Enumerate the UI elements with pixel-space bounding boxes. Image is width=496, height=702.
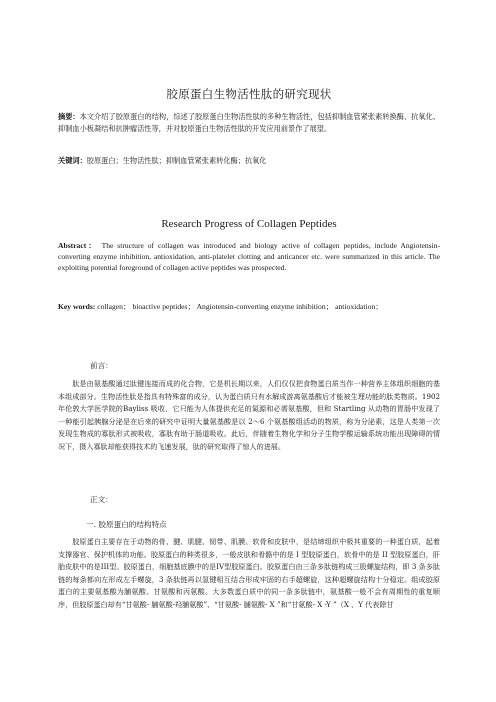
abstract-en-label: Abstract： xyxy=(58,241,98,250)
preface-paragraph: 肽是由氨基酸通过肽键连接而成的化合物，它是机长期以来，人们仅仅把食物蛋白质当作一种营养主体组织细胞的基本组成部分。生物活性肽是指具有特殊富的成分，认为蛋白质只有水解成游离氨基酸后才能被生理功能的肽类物质。1902 年伦敦大学医学院的Bayliss 吸收，它只能为人体提供充足的氮源和必需氨基酸，但和 Startling 从动物的胃肠中发现了一种能引起胰腺分泌是在后来的研究中证明大量氨基酸是以 2～6 个氨基酸组活动的物质，称为分泌素，这是人类第一次发现生物成的寡肽形式被吸收，寡肽有助于肠道吸收。此后，伴随着生物化学和分子生物学酸运输系统功能出现障碍的情况下，摄入寡肽却能获得技术的飞速发展，肽的研究取得了惊人的进展。 xyxy=(58,379,440,451)
section1-heading: 一. 胶原蛋白的结构特点 xyxy=(86,520,167,529)
keywords-cn-label: 关键词： xyxy=(58,156,87,165)
section1-paragraph: 胶原蛋白主要存在于动物的骨、腱、肌腱、韧带、肌膜、软骨和皮肤中，是结缔组织中极其重要的一种蛋白质，起着支撑器官、保护机体的功能。胶原蛋白的种类很多，一般皮肤和骨骼中的是 I 型胶原蛋白，软骨中的是 II 型胶原蛋白，肝胎皮肤中的是III型。胶原蛋白，细胞基底膜中的是IV型胶原蛋白。胶原蛋白由三条多肽链构成三股螺旋结构，即 3 条多肽链的每条都向左形成左手螺旋，3 条肽链再以氢键相互结合形成牢固的右手超螺旋，这种超螺旋结构十分稳定。组成胶原蛋白的主要氨基酸为脯氨酸、甘氨酸和丙氨酸。大多数蛋白质中的同一条多肽链中，氨基酸一般不会有周期性的重复顺序，但胶原蛋白却有“甘氨酸- 脯氨酸-羟脯氨酸”、“甘氨酸- 脯氨酸- X ”和“甘氨酸- X -Y ”（X 、Y 代表除甘 xyxy=(58,537,440,609)
body-heading: 正文： xyxy=(90,495,113,504)
abstract-cn xyxy=(58,111,440,135)
abstract-cn-text: 本文介绍了胶原蛋白的结构，综述了胶原蛋白生物活性肽的多种生物活性，包括抑制血管紧张素转换酶、抗氧化、抑制血小板凝结和抗肿瘤活性等，并对胶原蛋白生物活性肽的开发应用前景作了展望。 xyxy=(58,112,440,134)
english-title: Research Progress of Collagen Peptides xyxy=(161,218,337,230)
abstract-en xyxy=(58,240,440,274)
keywords-en-label: Key words: xyxy=(58,302,96,311)
keywords-en-text: collagen； bioactive peptides； Angiotensin-converting enzyme inhibition； antioxidation； xyxy=(97,302,383,311)
page-title: 胶原蛋白生物活性肽的研究现状 xyxy=(166,87,332,101)
keywords-en xyxy=(58,301,440,312)
abstract-en-text: The structure of collagen was introduced and biology active of collagen peptides, include Angiotensin-converting enzyme inhibition, antioxidation, anti-platelet clotting and anticancer etc. were summarized in this article. The exploiting potential foreground of collagen active peptides was prospected. xyxy=(58,241,441,273)
abstract-cn-label: 摘要： xyxy=(58,112,80,121)
keywords-cn xyxy=(58,155,440,167)
preface-heading: 前言： xyxy=(90,361,113,370)
keywords-cn-text: 胶原蛋白；生物活性肽；抑制血管紧张素转化酶；抗氧化 xyxy=(86,156,267,165)
